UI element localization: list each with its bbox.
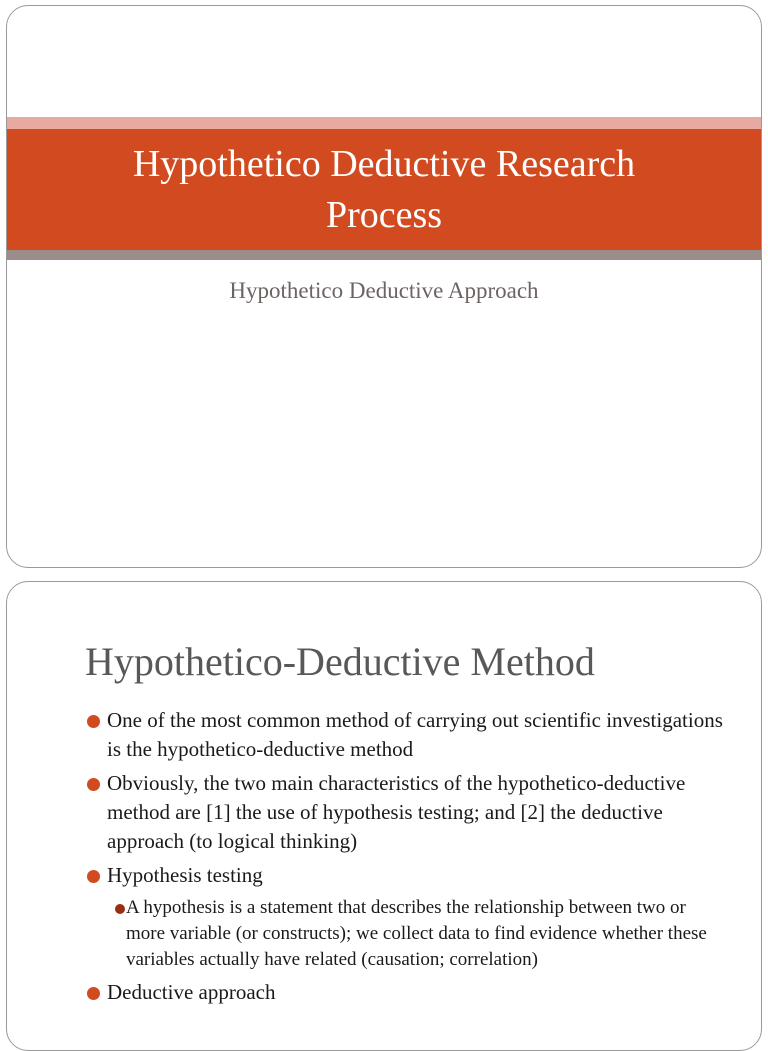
title-band-top-stripe [7, 117, 761, 129]
bullet-dot-icon [87, 870, 100, 883]
bullet-item [85, 706, 725, 764]
bullet-text: One of the most common method of carrying out scientific investigations is the hypothetico-deductive method [107, 708, 723, 761]
bullet-dot-icon [87, 715, 100, 728]
sub-bullet-text: A hypothesis is a statement that describes the relationship between two or more variable (or constructs); we collect data to find evidence whether these variables actually have related (causation; correlation) [126, 897, 707, 970]
title-band-bottom-stripe [7, 250, 761, 260]
bullet-item [85, 861, 725, 890]
slide-1-title: Hypothetico Deductive Research Process [132, 142, 636, 236]
bullet-text: Obviously, the two main characteristics of the hypothetico-deductive method are [1] the use of hypothesis testing; and [2] the deductive approach (to logical thinking) [107, 771, 686, 853]
slide-2 [6, 581, 762, 1051]
slide-1-subtitle: Hypothetico Deductive Approach [229, 278, 539, 303]
slide-1 [6, 5, 762, 568]
sub-bullet-item [85, 895, 725, 973]
title-band [7, 129, 761, 250]
bullet-item [85, 978, 725, 1007]
sub-bullet-dot-icon [115, 904, 125, 914]
bullet-text: Hypothesis testing [107, 863, 263, 887]
bullet-list [85, 706, 725, 1012]
bullet-dot-icon [87, 987, 100, 1000]
bullet-item [85, 769, 725, 856]
bullet-text: Deductive approach [107, 980, 276, 1004]
bullet-dot-icon [87, 778, 100, 791]
slide-2-title: Hypothetico-Deductive Method [85, 639, 595, 684]
